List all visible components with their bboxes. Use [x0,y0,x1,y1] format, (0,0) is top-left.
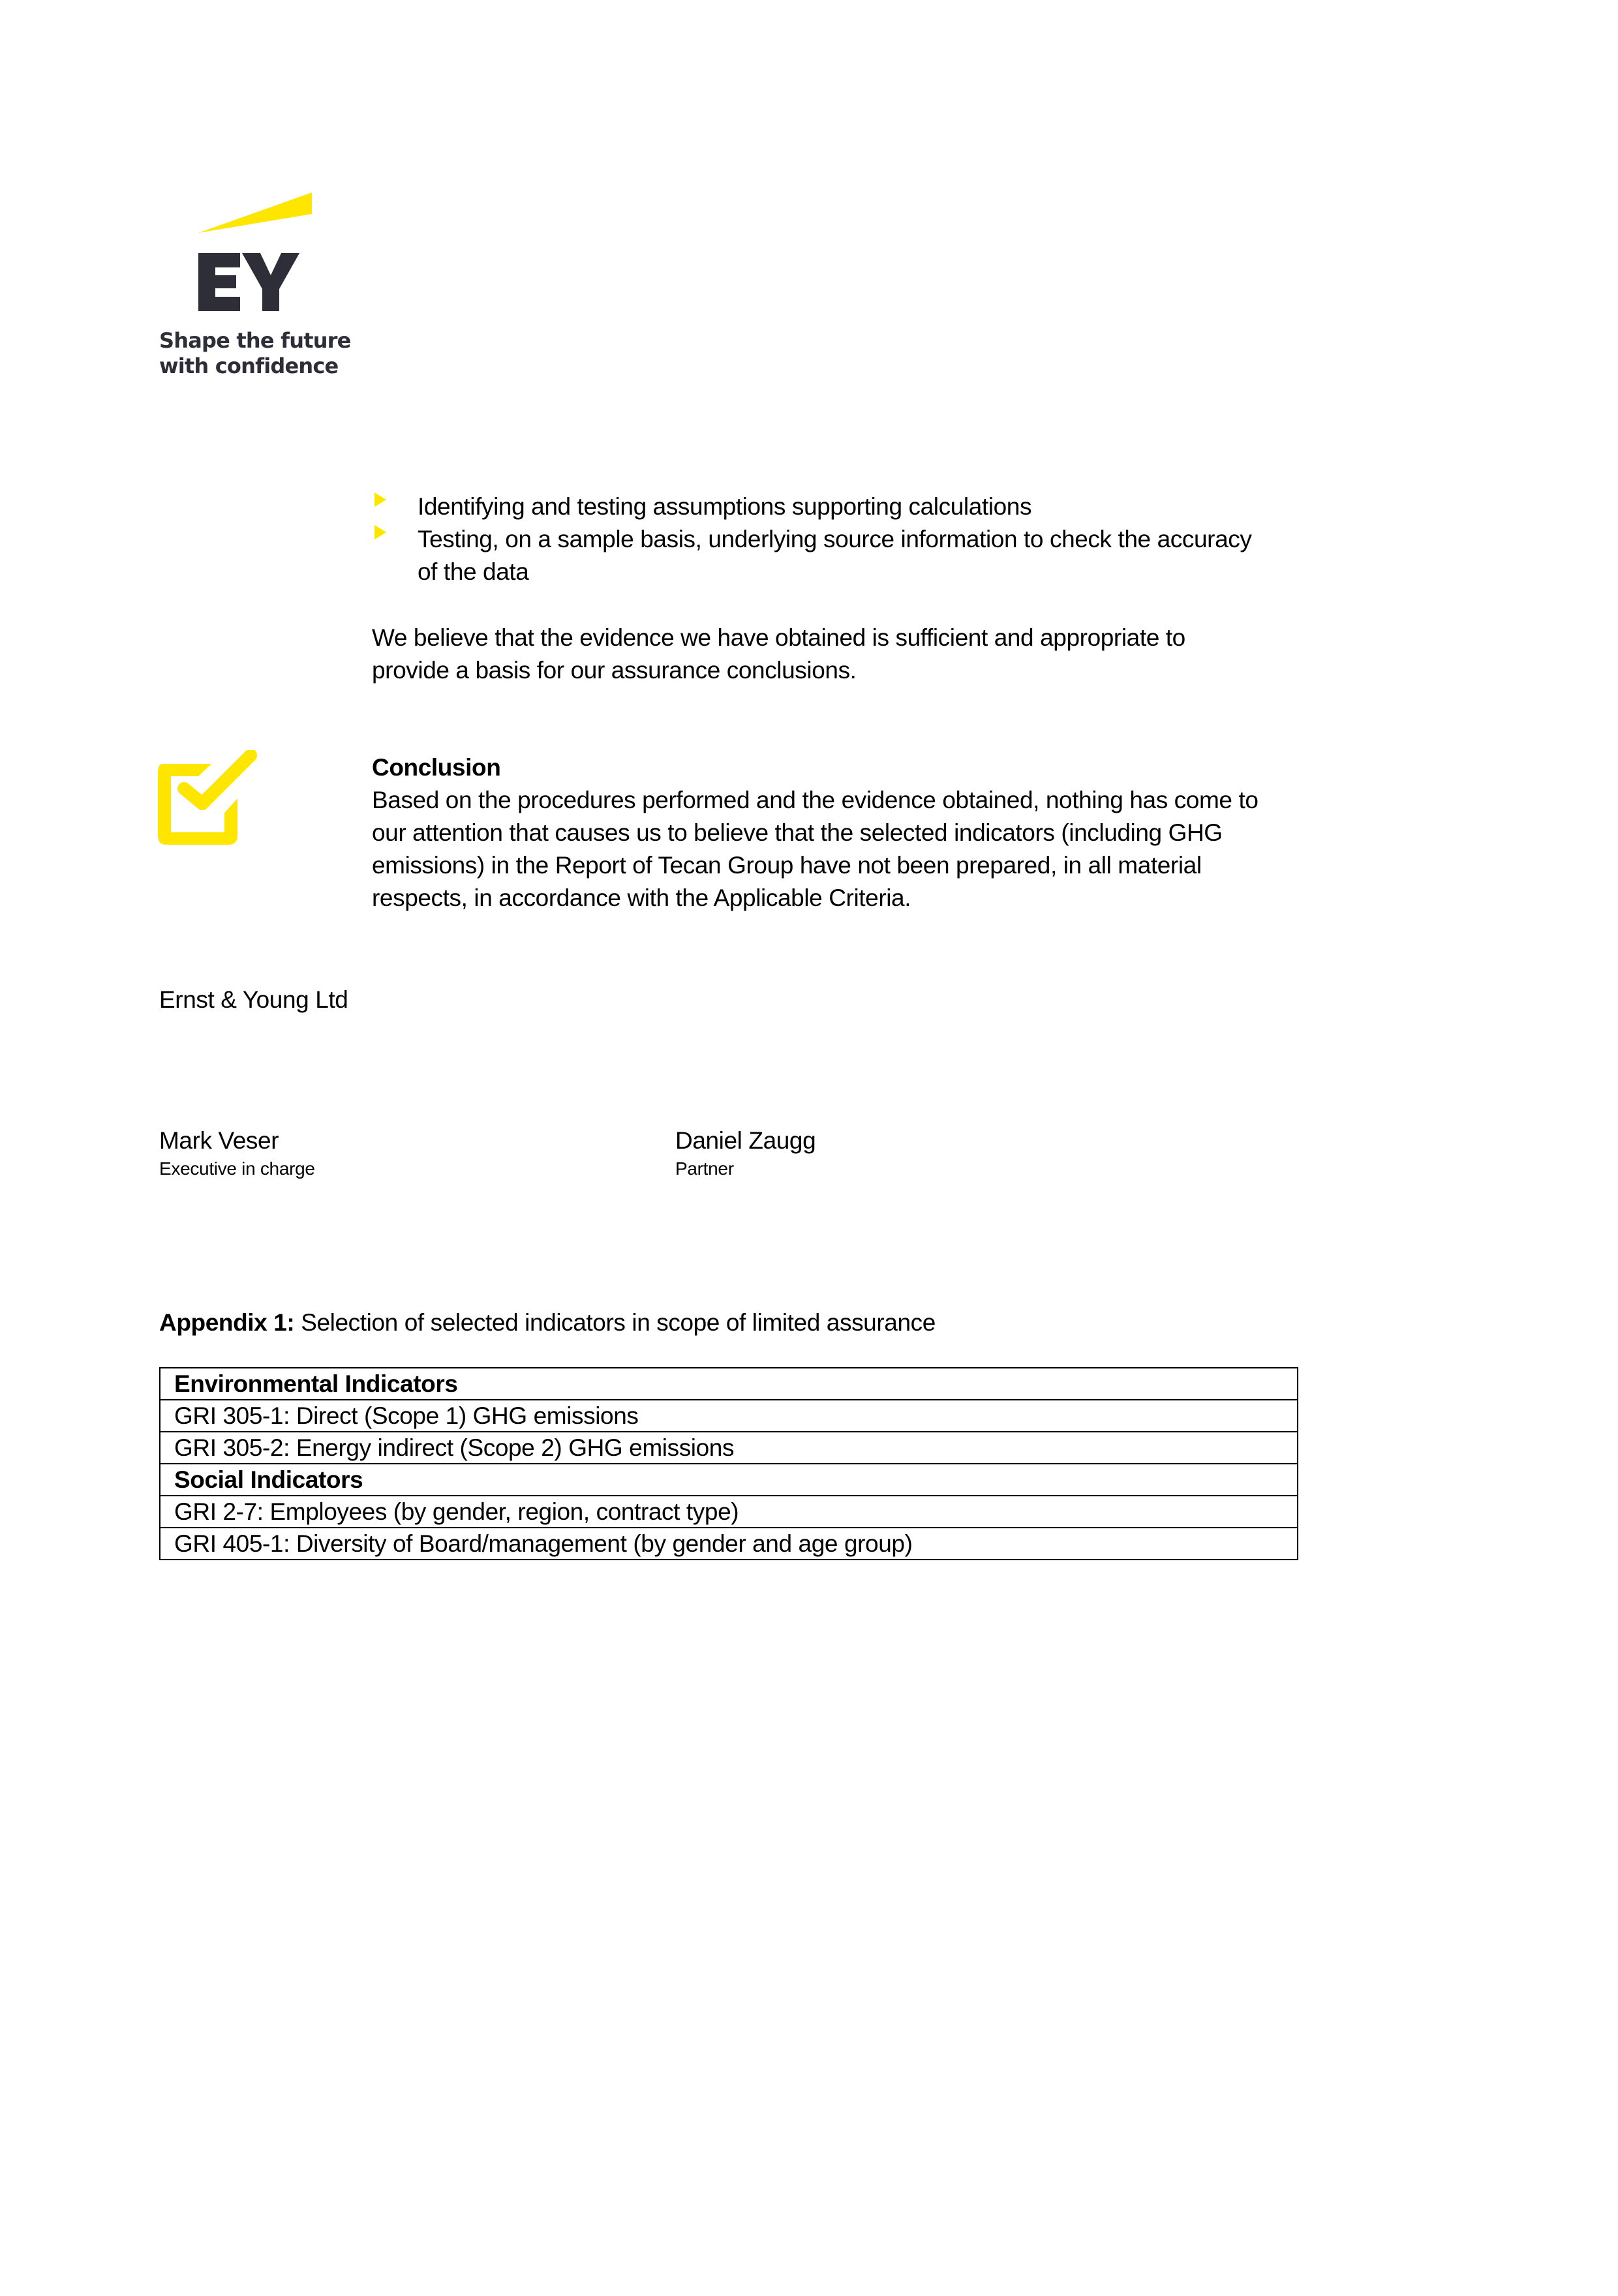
procedure-line: Identifying and testing assumptions supporting calculations [418,493,1032,520]
signatory-name: Mark Veser [159,1127,279,1154]
checkmark [184,755,251,804]
signatory-name: Daniel Zaugg [675,1127,816,1154]
table-section-header: Social Indicators [160,1464,1298,1496]
conclusion-line: Based on the procedures performed and the evidence obtained, nothing has come to [372,787,1259,813]
table-cell: GRI 305-2: Energy indirect (Scope 2) GHG emissions [160,1432,1298,1464]
appendix-caption: Selection of selected indicators in scope of limited assurance [294,1309,936,1336]
appendix-label: Appendix 1: [159,1309,295,1336]
table-row [160,1368,1298,1400]
conclusion-line: our attention that causes us to believe that the selected indicators (including GHG [372,819,1223,846]
signatory-role: Partner [675,1158,734,1179]
appendix-title [159,1307,936,1339]
table-row [160,1528,1298,1560]
ey-beam-icon [198,192,312,233]
signatory-block [159,1125,315,1181]
ey-logo-mark [157,186,339,323]
indicators-table [159,1367,1298,1560]
procedure-line: Testing, on a sample basis, underlying source information to check the accuracy [418,526,1252,552]
table-row [160,1400,1298,1432]
bullet-triangle-icon [374,525,386,539]
paragraph-line: provide a basis for our assurance conclusions. [372,657,857,684]
bullet-triangle-icon [374,492,386,507]
ey-letter-y [242,253,299,311]
ey-tagline [159,328,351,379]
ey-tagline-line1: Shape the future [159,328,351,353]
table-cell: GRI 2-7: Employees (by gender, region, contract type) [160,1496,1298,1528]
ey-letter-e [198,253,240,311]
procedure-item [372,523,1251,588]
table-cell: GRI 405-1: Diversity of Board/management (by gender and age group) [160,1528,1298,1560]
ey-tagline-line2: with confidence [159,354,339,378]
conclusion-heading: Conclusion [372,754,501,781]
conclusion-section [372,751,1259,914]
paragraph-line: We believe that the evidence we have obtained is sufficient and appropriate to [372,624,1185,651]
procedure-line: of the data [418,558,529,585]
table-row [160,1464,1298,1496]
ey-logo [157,186,351,382]
procedure-item [372,491,1251,523]
table-section-header: Environmental Indicators [160,1368,1298,1400]
signatory-block [675,1125,816,1181]
conclusion-line: emissions) in the Report of Tecan Group have not been prepared, in all material [372,852,1202,879]
table-row [160,1432,1298,1464]
signatory-role: Executive in charge [159,1158,315,1179]
procedures-list [372,491,1251,588]
conclusion-line: respects, in accordance with the Applicable Criteria. [372,884,911,911]
firm-name: Ernst & Young Ltd [159,986,348,1013]
checkbox-checked-icon [157,750,258,845]
table-cell: GRI 305-1: Direct (Scope 1) GHG emissions [160,1400,1298,1432]
table-row [160,1496,1298,1528]
evidence-paragraph [372,622,1185,687]
